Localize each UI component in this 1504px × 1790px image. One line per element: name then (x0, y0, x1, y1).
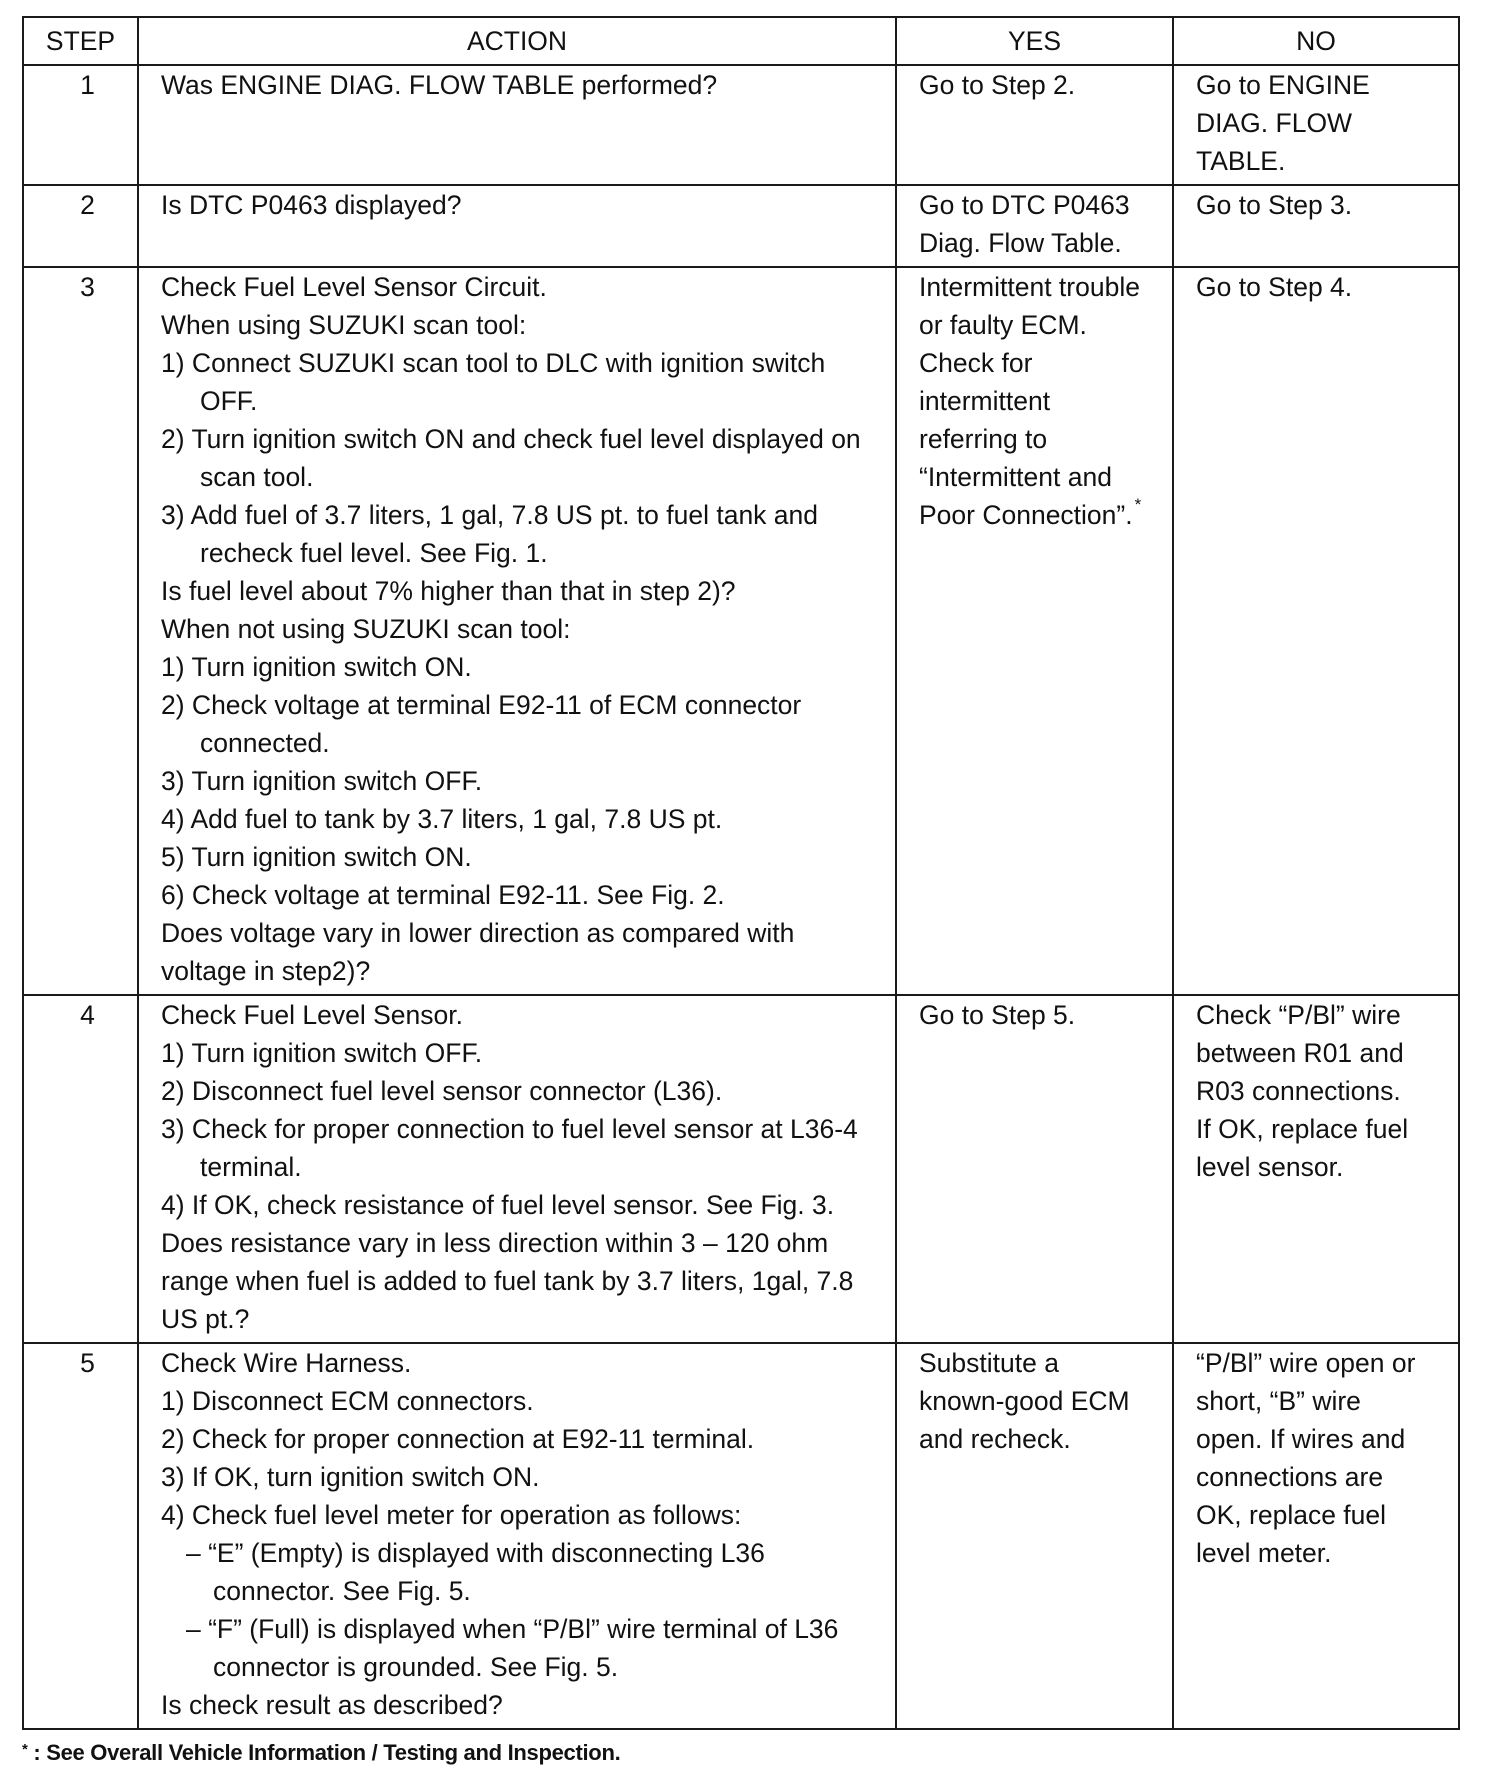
action-item: 3) Check for proper connection to fuel level sensor at L36-4 terminal. (161, 1114, 858, 1182)
action-line: Check Wire Harness. (161, 1348, 412, 1378)
table-row (23, 185, 1459, 267)
action-dash: – “E” (Empty) is displayed with disconnecting L36 connector. See Fig. 5. (186, 1538, 765, 1606)
no-line: TABLE. (1196, 146, 1286, 176)
action-item: 6) Check voltage at terminal E92-11. See Fig. 2. (161, 880, 725, 910)
reference-asterisk: * (1134, 495, 1142, 514)
header-step: STEP (23, 17, 138, 65)
yes-line: Go to DTC P0463 (919, 190, 1130, 220)
action-line: Does voltage vary in lower direction as compared with voltage in step2)? (161, 918, 795, 986)
no-line: short, “B” wire (1196, 1386, 1361, 1416)
action-line: Was ENGINE DIAG. FLOW TABLE performed? (161, 70, 718, 100)
action-line: Check Fuel Level Sensor Circuit. (161, 272, 547, 302)
table-row (23, 1343, 1459, 1729)
no-line: “P/Bl” wire open or (1196, 1348, 1416, 1378)
no-line: Go to ENGINE (1196, 70, 1370, 100)
step-cell: 1 (23, 65, 138, 185)
no-line: Check “P/Bl” wire (1196, 1000, 1401, 1030)
no-line: level sensor. (1196, 1152, 1344, 1182)
no-line: open. If wires and (1196, 1424, 1406, 1454)
no-line: If OK, replace fuel (1196, 1114, 1409, 1144)
step-cell: 5 (23, 1343, 138, 1729)
action-item: 2) Check voltage at terminal E92-11 of ECM connector connected. (161, 690, 802, 758)
action-line: When using SUZUKI scan tool: (161, 310, 527, 340)
action-item: 1) Disconnect ECM connectors. (161, 1386, 534, 1416)
action-cell (138, 1343, 896, 1729)
header-yes: YES (896, 17, 1173, 65)
yes-line: Substitute a (919, 1348, 1059, 1378)
yes-cell (896, 185, 1173, 267)
action-item: 5) Turn ignition switch ON. (161, 842, 472, 872)
yes-line: Diag. Flow Table. (919, 228, 1122, 258)
no-line: R03 connections. (1196, 1076, 1401, 1106)
action-item: 4) Add fuel to tank by 3.7 liters, 1 gal, 7.8 US pt. (161, 804, 723, 834)
table-row (23, 65, 1459, 185)
action-item: 3) If OK, turn ignition switch ON. (161, 1462, 540, 1492)
no-line: Go to Step 4. (1196, 272, 1353, 302)
yes-line: Intermittent trouble (919, 272, 1140, 302)
table-body (23, 65, 1459, 1729)
no-line: OK, replace fuel (1196, 1500, 1387, 1530)
action-line: Does resistance vary in less direction within 3 – 120 ohm range when fuel is added to fuel tank by 3.7 liters, 1gal, 7.8 US pt.? (161, 1228, 854, 1334)
step-cell: 2 (23, 185, 138, 267)
step-cell: 3 (23, 267, 138, 995)
action-item: 4) Check fuel level meter for operation as follows: (161, 1500, 742, 1530)
no-line: between R01 and (1196, 1038, 1404, 1068)
action-cell (138, 995, 896, 1343)
action-dash: – “F” (Full) is displayed when “P/Bl” wire terminal of L36 connector is grounded. See Fig. 5. (186, 1614, 839, 1682)
header-row (23, 17, 1459, 65)
yes-line (919, 496, 1164, 538)
footnote-mark: * (22, 1741, 28, 1758)
header-action: ACTION (138, 17, 896, 65)
yes-line: Go to Step 5. (919, 1000, 1076, 1030)
yes-cell (896, 995, 1173, 1343)
yes-line: Check for (919, 348, 1033, 378)
action-item: 3) Add fuel of 3.7 liters, 1 gal, 7.8 US pt. to fuel tank and recheck fuel level. See Fig. 1. (161, 500, 819, 568)
diagnostic-flow-table-container (22, 16, 1460, 1730)
no-line: DIAG. FLOW (1196, 108, 1353, 138)
no-cell (1173, 185, 1459, 267)
action-line: Is fuel level about 7% higher than that in step 2)? (161, 576, 736, 606)
yes-cell (896, 267, 1173, 995)
no-cell (1173, 995, 1459, 1343)
yes-line: known-good ECM (919, 1386, 1130, 1416)
action-item: 2) Turn ignition switch ON and check fuel level displayed on scan tool. (161, 424, 861, 492)
action-cell (138, 267, 896, 995)
action-item: 1) Turn ignition switch ON. (161, 652, 472, 682)
yes-line: and recheck. (919, 1424, 1071, 1454)
action-item: 3) Turn ignition switch OFF. (161, 766, 483, 796)
action-line: Is check result as described? (161, 1690, 503, 1720)
footnote-text: : See Overall Vehicle Information / Testing and Inspection. (33, 1740, 621, 1765)
no-cell (1173, 1343, 1459, 1729)
yes-line-text: Poor Connection”. (919, 500, 1133, 530)
action-item: 4) If OK, check resistance of fuel level sensor. See Fig. 3. (161, 1190, 835, 1220)
yes-cell (896, 1343, 1173, 1729)
action-line: Check Fuel Level Sensor. (161, 1000, 463, 1030)
action-line: Is DTC P0463 displayed? (161, 190, 462, 220)
action-cell (138, 185, 896, 267)
yes-cell (896, 65, 1173, 185)
no-cell (1173, 65, 1459, 185)
step-cell: 4 (23, 995, 138, 1343)
yes-line: Go to Step 2. (919, 70, 1076, 100)
yes-line: “Intermittent and (919, 462, 1112, 492)
action-line: When not using SUZUKI scan tool: (161, 614, 571, 644)
table-row (23, 267, 1459, 995)
yes-line: or faulty ECM. (919, 310, 1087, 340)
action-item: 2) Disconnect fuel level sensor connector (L36). (161, 1076, 723, 1106)
no-line: level meter. (1196, 1538, 1332, 1568)
diagnostic-flow-table (22, 16, 1460, 1730)
yes-line: referring to (919, 424, 1048, 454)
action-cell (138, 65, 896, 185)
yes-line: intermittent (919, 386, 1051, 416)
no-line: connections are (1196, 1462, 1384, 1492)
action-item: 2) Check for proper connection at E92-11 terminal. (161, 1424, 755, 1454)
action-item: 1) Turn ignition switch OFF. (161, 1038, 483, 1068)
action-item: 1) Connect SUZUKI scan tool to DLC with ignition switch OFF. (161, 348, 826, 416)
no-line: Go to Step 3. (1196, 190, 1353, 220)
no-cell (1173, 267, 1459, 995)
table-row (23, 995, 1459, 1343)
footnote (22, 1740, 620, 1766)
header-no: NO (1173, 17, 1459, 65)
